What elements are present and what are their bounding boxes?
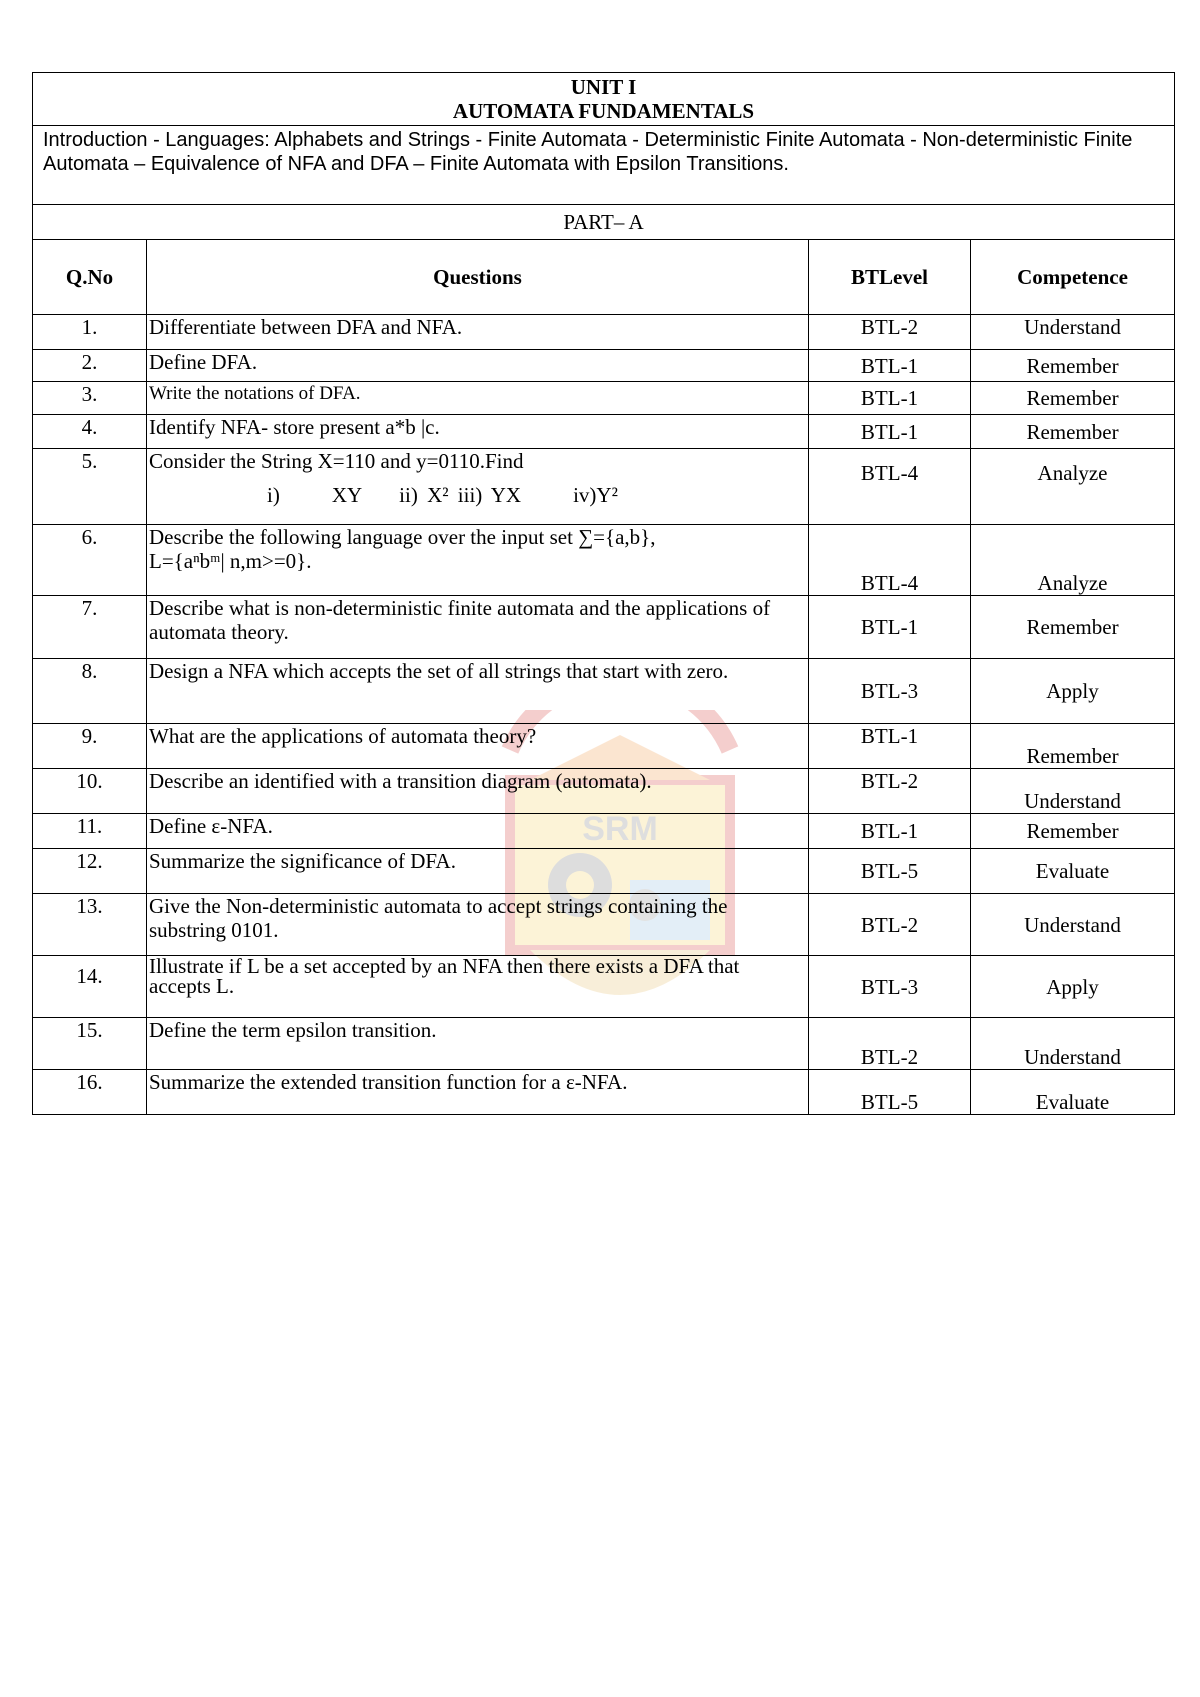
question-text: Design a NFA which accepts the set of all strings that start with zero. [147,659,809,724]
btl-level: BTL-3 [809,659,971,724]
question-text: Summarize the significance of DFA. [147,849,809,894]
table-row [33,1070,1175,1115]
competence: Remember [971,814,1175,849]
table-row [33,382,1175,415]
subpart-xy: XY [331,483,363,507]
competence: Analyze [971,525,1175,596]
question-text: Define the term epsilon transition. [147,1018,809,1070]
competence: Apply [971,956,1175,1018]
competence: Evaluate [971,849,1175,894]
question-number: 12. [33,849,147,894]
btl-level: BTL-1 [809,724,971,769]
competence: Understand [971,315,1175,350]
btl-level: BTL-1 [809,814,971,849]
btl-level: BTL-2 [809,769,971,814]
btl-level: BTL-1 [809,415,971,449]
btl-level: BTL-4 [809,525,971,596]
table-row [33,449,1175,525]
btl-level: BTL-2 [809,315,971,350]
question-number: 3. [33,382,147,415]
question-text: Define DFA. [147,350,809,382]
watermark-text: SRM [582,810,658,848]
unit-label: UNIT I [570,75,637,99]
subpart-i: i) [267,483,280,507]
question-text-block [147,525,809,596]
table-row [33,596,1175,659]
btl-level: BTL-2 [809,894,971,956]
table-row [33,415,1175,449]
question-number: 8. [33,659,147,724]
btl-level: BTL-5 [809,849,971,894]
question-number: 7. [33,596,147,659]
btl-level: BTL-3 [809,956,971,1018]
btl-level: BTL-1 [809,382,971,415]
table-row [33,724,1175,769]
question-text: Differentiate between DFA and NFA. [147,315,809,350]
question-text-block [147,449,809,525]
question-text: Identify NFA- store present a*b |c. [147,415,809,449]
subpart-iv: iv)Y² [573,483,618,507]
question-text: Describe an identified with a transition diagram (automata). [147,769,809,814]
question-text: Describe what is non-deterministic finite automata and the applications of automata theory. [147,596,809,659]
question-subparts [149,483,806,507]
question-number: 16. [33,1070,147,1115]
question-text: Summarize the extended transition function for a ε-NFA. [147,1070,809,1115]
question-number: 6. [33,525,147,596]
question-text: Illustrate if L be a set accepted by an NFA then there exists a DFA that accepts L. [147,956,809,1018]
question-text: Describe the following language over the input set ∑={a,b}, [149,525,656,549]
btl-level: BTL-1 [809,350,971,382]
question-text: Define ε-NFA. [147,814,809,849]
btl-level: BTL-5 [809,1070,971,1115]
question-number: 4. [33,415,147,449]
question-text: Write the notations of DFA. [147,382,809,415]
column-header-row [33,240,1175,315]
table-row [33,769,1175,814]
table-row [33,849,1175,894]
competence: Remember [971,415,1175,449]
col-header-competence: Competence [971,240,1175,315]
competence: Understand [971,769,1175,814]
competence: Understand [971,1018,1175,1070]
question-number: 5. [33,449,147,525]
table-row [33,814,1175,849]
question-text: What are the applications of automata theory? [147,724,809,769]
competence: Remember [971,596,1175,659]
table-row [33,659,1175,724]
competence: Understand [971,894,1175,956]
question-number: 2. [33,350,147,382]
btl-level: BTL-4 [809,449,971,525]
question-text: Consider the String X=110 and y=0110.Find [149,449,524,473]
competence: Apply [971,659,1175,724]
col-header-qno: Q.No [33,240,147,315]
question-number: 11. [33,814,147,849]
col-header-questions: Questions [147,240,809,315]
competence: Remember [971,724,1175,769]
table-row [33,1018,1175,1070]
question-number: 9. [33,724,147,769]
syllabus-text: Introduction - Languages: Alphabets and Strings - Finite Automata - Deterministic Finite Automata - Non-deterministic Finite Automata – Equivalence of NFA and DFA – Finite Automata with Epsilon Transitions. [33,126,1175,205]
question-number: 13. [33,894,147,956]
question-bank-table [32,72,1175,1115]
competence: Evaluate [971,1070,1175,1115]
competence: Remember [971,382,1175,415]
question-number: 10. [33,769,147,814]
btl-level: BTL-2 [809,1018,971,1070]
table-row [33,894,1175,956]
col-header-btlevel: BTLevel [809,240,971,315]
competence: Remember [971,350,1175,382]
unit-header [33,73,1175,126]
question-text-line2: L={aⁿbᵐ| n,m>=0}. [149,549,312,573]
table-row [33,315,1175,350]
part-label: PART– A [33,205,1175,240]
unit-title: AUTOMATA FUNDAMENTALS [452,99,755,123]
table-row [33,956,1175,1018]
question-text: Give the Non-deterministic automata to accept strings containing the substring 0101. [147,894,809,956]
btl-level: BTL-1 [809,596,971,659]
question-number: 15. [33,1018,147,1070]
competence: Analyze [971,449,1175,525]
subpart-ii-iii: ii) X² iii) YX [399,483,522,507]
table-row [33,350,1175,382]
table-row [33,525,1175,596]
question-number: 14. [33,956,147,1018]
question-number: 1. [33,315,147,350]
